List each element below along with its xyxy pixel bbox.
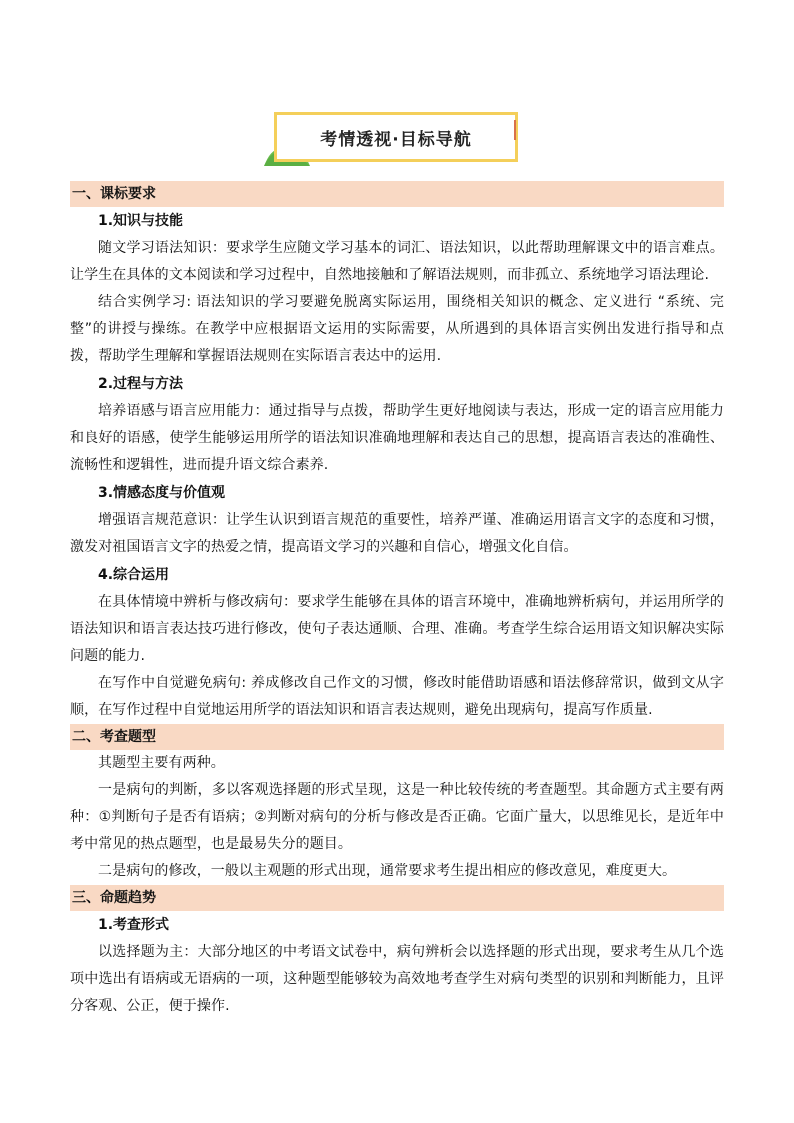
subsection-title: 1.知识与技能 (98, 213, 184, 229)
paragraph: 一是病句的判断，多以客观选择题的形式呈现，这是一种比较传统的考查题型。其命题方式主要有两种：①判断句子是否有语病；②判断对病句的分析与修改是否正确。它面广量大，以思维见长，是近年中考中常见的热点题型，也是最易失分的题目。 (70, 782, 724, 852)
paragraph: 结合实例学习: 语法知识的学习要避免脱离实际运用，围绕相关知识的概念、定义进行 “系统、完整”的讲授与操练。在教学中应根据语文运用的实际需要，从所遇到的具体语言实例出发进行指导和点拨，帮助学生理解和掌握语法规则在实际语言表达中的运用. (70, 294, 724, 364)
title-accent-mark (514, 120, 516, 140)
section-heading: 一、课标要求 (70, 181, 724, 207)
paragraph: 增强语言规范意识：让学生认识到语言规范的重要性，培养严谨、准确运用语言文字的态度和习惯，激发对祖国语言文字的热爱之情，提高语文学习的兴趣和自信心，增强文化自信。 (70, 512, 724, 555)
subsection-title: 4.综合运用 (98, 567, 170, 583)
paragraph: 培养语感与语言应用能力：通过指导与点拨，帮助学生更好地阅读与表达，形成一定的语言应用能力和良好的语感，使学生能够运用所学的语法知识准确地理解和表达自己的思想，提高语言表达的准确性、流畅性和逻辑性，进而提升语文综合素养. (70, 403, 724, 473)
paragraph: 在具体情境中辨析与修改病句：要求学生能够在具体的语言环境中，准确地辨析病句，并运用所学的语法知识和语言表达技巧进行修改，使句子表达通顺、合理、准确。考查学生综合运用语文知识解决实际问题的能力. (70, 594, 724, 664)
section-heading: 三、命题趋势 (70, 885, 724, 911)
paragraph: 其题型主要有两种。 (98, 755, 225, 771)
paragraph: 以选择题为主：大部分地区的中考语文试卷中，病句辨析会以选择题的形式出现，要求考生从几个选项中选出有语病或无语病的一项，这种题型能够较为高效地考查学生对病句类型的识别和判断能力，且评分客观、公正，便于操作. (70, 944, 724, 1014)
title-box (274, 112, 518, 162)
paragraph: 随文学习语法知识：要求学生应随文学习基本的词汇、语法知识，以此帮助理解课文中的语言难点。让学生在具体的文本阅读和学习过程中，自然地接触和了解语法规则，而非孤立、系统地学习语法理论. (70, 240, 724, 283)
document-body (70, 181, 724, 1020)
title-banner (262, 110, 524, 168)
subsection-title: 2.过程与方法 (98, 376, 184, 392)
paragraph: 二是病句的修改，一般以主观题的形式出现，通常要求考生提出相应的修改意见，难度更大。 (98, 863, 677, 879)
subsection-title: 1.考查形式 (98, 917, 170, 933)
section-heading: 二、考查题型 (70, 724, 724, 750)
paragraph: 在写作中自觉避免病句: 养成修改自己作文的习惯，修改时能借助语感和语法修辞常识，做到文从字顺，在写作过程中自觉地运用所学的语法知识和语言表达规则，避免出现病句，提高写作质量. (70, 675, 724, 718)
subsection-title: 3.情感态度与价值观 (98, 485, 226, 501)
page-title: 考情透视·目标导航 (320, 129, 472, 150)
